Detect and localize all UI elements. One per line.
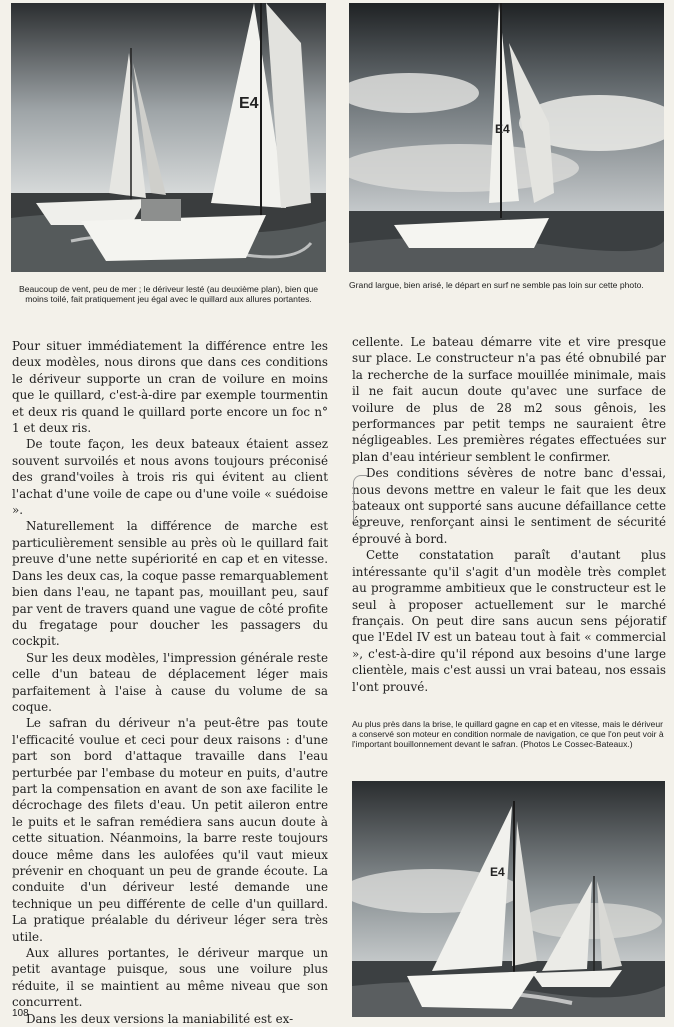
- photo-top-left: [11, 3, 326, 272]
- paragraph: Dans les deux versions la maniabilité est ex-: [26, 1011, 294, 1026]
- sail-number: E4: [490, 865, 505, 879]
- sail-number: E4: [495, 122, 510, 136]
- caption-top-right: Grand largue, bien arisé, le départ en surf ne semble pas loin sur cette photo.: [349, 280, 644, 290]
- sailboats-photo-icon: [352, 781, 665, 1017]
- paragraph: Sur les deux modèles, l'impression générale reste celle d'un bateau de déplacement léger mais parfaitement à l'aise à cause du volume de sa coque.: [12, 650, 328, 714]
- caption-top-left: Beaucoup de vent, peu de mer ; le dériveur lesté (au deuxième plan), bien que moins toilé, fait pratiquement jeu égal avec le quillard aux allures portantes.: [18, 284, 319, 305]
- paragraph: De toute façon, les deux bateaux étaient assez souvent survoilés et nous avons toujours préconisé des grand'voiles à trois ris qui évitent au client l'achat d'une voile de cape ou d'une voile « suédoise ».: [12, 437, 328, 518]
- left-column: [12, 338, 328, 1027]
- paragraph: cellente. Le bateau démarre vite et vire presque sur place. Le constructeur n'a pas été obnubilé par la recherche de la surface mouillée minimale, mais il ne fait aucun doute qu'avec une surface de voilure de plus de 28 m2 sous gênois, les performances par petit temps ne sauraient être négligeables. Les premières régates effectuées sur plan d'eau intérieur semblent le confirmer.: [352, 335, 666, 464]
- photo-bottom-right: [352, 781, 665, 1017]
- sailboats-photo-icon: [11, 3, 326, 272]
- pencil-mark: [353, 475, 368, 527]
- paragraph: Naturellement la différence de marche est particulièrement sensible au près où le quillard fait preuve d'une nette supériorité en cap et en vitesse. Dans les deux cas, la coque passe remarquablement bien dans l'eau, ne tapant pas, mouillant peu, sauf par vent de travers quand une vague de côté profite du fregatage pour doucher les passagers du cockpit.: [12, 519, 328, 649]
- right-column: [352, 334, 666, 695]
- caption-bottom-right: Au plus près dans la brise, le quillard gagne en cap et en vitesse, mais le dériveur a conservé son moteur en condition normale de navigation, ce que l'on peut voir à l'important bouillonnement devant le safran. (Photos Le Cossec-Bateaux.): [352, 719, 664, 750]
- sailboat-photo-icon: [349, 3, 664, 272]
- paragraph: Le safran du dériveur n'a peut-être pas toute l'efficacité voulue et ceci pour deux raisons : d'une part son bord d'attaque travaille dans l'eau perturbée par l'embase du moteur en puits, d'autre part la compensation en avant de son axe facilite le décrochage des filets d'eau. Un petit aileron entre le puits et le safran remédiera sans aucun doute à cette situation. Néanmoins, la barre reste toujours douce même dans les aulofées qu'il vaut mieux prévenir en choquant un peu de grande écoute. La conduite d'un dériveur lesté demande une technique un peu différente de celle d'un quillard. La pratique préalable du dériveur léger sera très utile.: [12, 716, 328, 944]
- page-number: 108: [12, 1008, 29, 1019]
- paragraph: Cette constatation paraît d'autant plus intéressante qu'il s'agit d'un modèle très complet au programme ambitieux que le constructeur est le seul à proposer actuellement sur le marché français. On peut dire sans aucun sens péjoratif que l'Edel IV est un bateau tout à fait « commercial », c'est-à-dire qu'il répond aux besoins d'une large clientèle, mais c'est aussi un vrai bateau, nos essais l'ont prouvé.: [352, 548, 666, 694]
- sail-number: E4: [239, 95, 259, 112]
- paragraph: Des conditions sévères de notre banc d'essai, nous devons mettre en valeur le fait que les deux bateaux ont supporté sans aucune défaillance cette épreuve, renforçant ainsi le sentiment de sécurité éprouvé à bord.: [352, 466, 666, 546]
- paragraph: Pour situer immédiatement la différence entre les deux modèles, nous dirons que dans ces conditions le dériveur supporte un cran de voilure en moins que le quillard, c'est-à-dire par exemple tourmentin et deux ris quand le quillard porte encore un foc n° 1 et deux ris.: [12, 339, 328, 436]
- photo-top-right: [349, 3, 664, 272]
- paragraph: Aux allures portantes, le dériveur marque un petit avantage puisque, sous une voilure plus réduite, il se maintient au même niveau que son concurrent.: [12, 946, 328, 1010]
